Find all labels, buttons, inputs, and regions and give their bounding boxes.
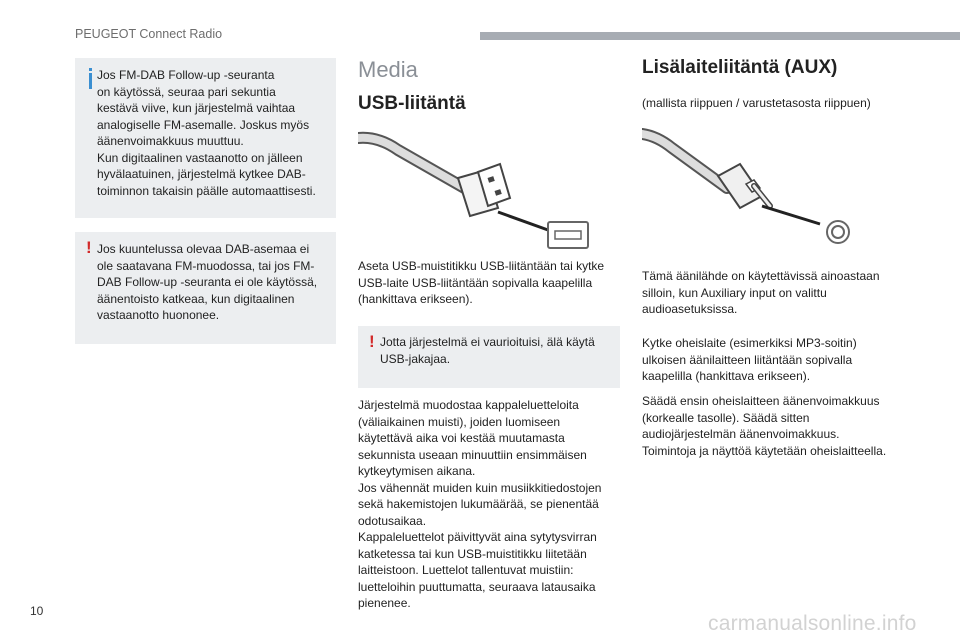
aux-paragraph-1: Tämä äänilähde on käytettävissä ainoastaan silloin, kun Auxiliary input on valittu audioasetuksissa. xyxy=(642,269,880,316)
warning-note-usb-text: Jotta järjestelmä ei vaurioituisi, älä käytä USB-jakajaa. xyxy=(380,335,595,366)
warning-note-usb xyxy=(358,326,620,388)
aux-paragraph-3: Säädä ensin oheislaitteen äänenvoimakkuus (korkealle tasolle). Säädä sitten audiojärjestelmän äänenvoimakkuus. Toimintoja ja näyttöä käytetään oheislaitteella. xyxy=(642,394,887,458)
warning-note-dab xyxy=(75,232,336,344)
header-bar xyxy=(480,32,960,40)
page-number: 10 xyxy=(30,604,44,618)
info-note xyxy=(75,58,336,218)
warning-note-dab-text: Jos kuuntelussa olevaa DAB-asemaa ei ole saatavana FM-muodossa, tai jos FM- DAB Follow-up -seuranta ei ole käytössä, äänentoisto katkeaa, kun digitaalinen vastaanotto huononee. xyxy=(97,242,318,322)
usb-paragraph-1: Aseta USB-muistitikku USB-liitäntään tai kytke USB-laite USB-liitäntään sopivalla kaapelilla (hankittava erikseen). xyxy=(358,259,605,306)
aux-heading: Lisälaiteliitäntä (AUX) xyxy=(642,57,838,78)
aux-subtitle: (mallista riippuen / varustetasosta riippuen) xyxy=(642,96,871,110)
aux-jack-illustration xyxy=(642,128,862,248)
usb-paragraph-2: Järjestelmä muodostaa kappaleluetteloita (väliaikainen muisti), joiden luomiseen käytettävä aika voi kestää muutamasta sekunnista useaan minuuttiin ensimmäisen kytkeytymisen aikana. Jos vähennät muiden kuin musiikkitiedostojen sekä hakemistojen lukumäärää, se pienentää odotusaikaa. Kappaleluettelot päivittyvät aina sytytysvirran katketessa tai kun USB-muistitikku liitetään laitteistoon. Luettelot tallentuvat muistiin: luetteloihin puuttumatta, seuraava latausaika pienenee. xyxy=(358,398,602,610)
aux-paragraph-2: Kytke oheislaite (esimerkiksi MP3-soitin) ulkoisen äänilaitteen liitäntään sopivalla kaapelilla (hankittava erikseen). xyxy=(642,336,857,383)
warning-icon: ! xyxy=(369,332,375,351)
info-note-text: Jos FM-DAB Follow-up -seuranta on käytössä, seuraa pari sekuntia kestävä viive, kun järjestelmä vaihtaa analogiselle FM-asemalle. Joskus myös äänenvoimakkuus muuttuu. Kun digitaalinen vastaanotto on jälleen hyvälaatuinen, järjestelmä kytkee DAB- toiminnon takaisin päälle automaattisesti. xyxy=(97,68,316,198)
section-label: Media xyxy=(358,57,418,82)
usb-heading: USB-liitäntä xyxy=(358,93,466,114)
watermark: carmanualsonline.info xyxy=(708,612,917,635)
usb-plug-illustration xyxy=(358,130,598,250)
warning-icon: ! xyxy=(86,238,92,257)
running-header: PEUGEOT Connect Radio xyxy=(75,27,223,41)
